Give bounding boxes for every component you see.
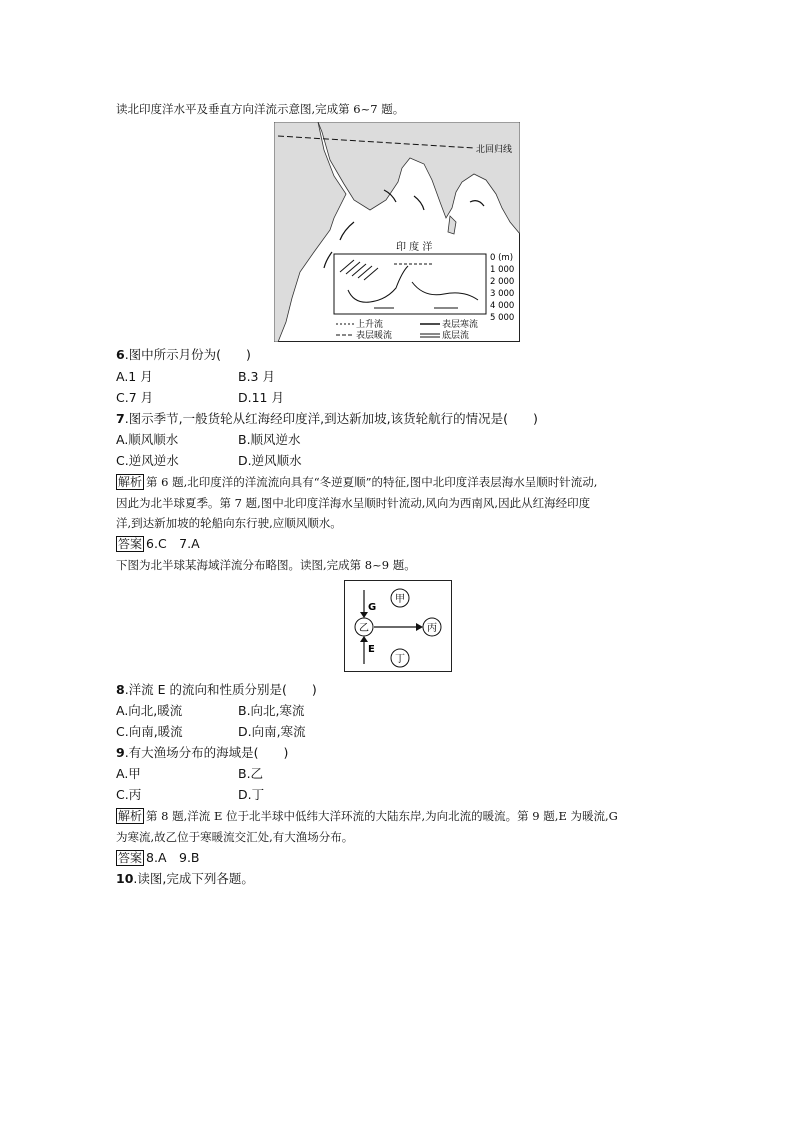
legend-upwelling: 上升流 xyxy=(356,320,384,330)
question-8 xyxy=(116,681,317,699)
question-8-number: 8 xyxy=(116,682,125,697)
q8-option-c: C.向南,暖流 xyxy=(116,724,183,739)
q7-option-c: C.逆风逆水 xyxy=(116,453,179,468)
depth-1000: 1 000 xyxy=(490,265,515,275)
depth-2000: 2 000 xyxy=(490,277,515,287)
intro-text-1: 读北印度洋水平及垂直方向洋流示意图,完成第 6~7 题。 xyxy=(116,102,405,116)
depth-0: 0 (m) xyxy=(490,253,514,263)
analysis-1-line-2: 因此为北半球夏季。第 7 题,图中北印度洋海水呈顺时针流动,风向为西南风,因此从红海经印度 xyxy=(116,496,591,510)
question-6-number: 6 xyxy=(116,347,125,362)
sea-area-schematic xyxy=(344,580,452,675)
label-jia: 甲 xyxy=(395,594,405,605)
legend-surface-cold: 表层寒流 xyxy=(442,320,479,330)
analysis-2-text-1: 第 8 题,洋流 E 位于北半球中低纬大洋环流的大陆东岸,为向北流的暖流。第 9 题,E 为暖流,G xyxy=(146,809,618,823)
question-10-number: 10 xyxy=(116,871,134,886)
answer-1-text: 6.C 7.A xyxy=(146,536,200,551)
analysis-tag-1: 解析 xyxy=(118,475,143,489)
depth-5000: 5 000 xyxy=(490,313,515,323)
analysis-2-line-1 xyxy=(116,807,618,825)
analysis-tag-2: 解析 xyxy=(118,809,143,823)
label-g: G xyxy=(368,602,377,613)
question-7 xyxy=(116,410,538,428)
question-8-text: .洋流 E 的流向和性质分别是( ) xyxy=(124,682,317,697)
depth-4000: 4 000 xyxy=(490,301,515,311)
question-7-number: 7 xyxy=(116,411,125,426)
q8-option-d: D.向南,寒流 xyxy=(238,724,306,739)
legend-bottom: 底层流 xyxy=(442,331,470,341)
analysis-1-text-1: 第 6 题,北印度洋的洋流流向具有“冬逆夏顺”的特征,图中北印度洋表层海水呈顺时针流动, xyxy=(146,475,598,489)
q7-option-a: A.顺风顺水 xyxy=(116,432,179,447)
question-10 xyxy=(116,870,254,888)
label-yi: 乙 xyxy=(359,623,369,634)
indian-ocean-map-svg xyxy=(274,122,520,342)
q9-option-c: C.丙 xyxy=(116,787,142,802)
question-7-text: .图示季节,一般货轮从红海经印度洋,到达新加坡,该货轮航行的情况是( ) xyxy=(124,411,538,426)
legend-surface-warm: 表层暖流 xyxy=(356,331,393,341)
q6-option-c: C.7 月 xyxy=(116,390,154,405)
answer-2 xyxy=(116,849,200,867)
q9-option-d: D.丁 xyxy=(238,787,265,802)
answer-tag-1: 答案 xyxy=(118,537,143,551)
analysis-1-line-3: 洋,到达新加坡的轮船向东行驶,应顺风顺水。 xyxy=(116,516,342,530)
sea-area-svg xyxy=(344,580,452,672)
q9-option-b: B.乙 xyxy=(238,766,264,781)
question-10-text: .读图,完成下列各题。 xyxy=(133,871,254,886)
question-9 xyxy=(116,744,288,762)
analysis-1-line-1 xyxy=(116,473,597,491)
analysis-2-line-2: 为寒流,故乙位于寒暖流交汇处,有大渔场分布。 xyxy=(116,830,354,844)
q7-option-d: D.逆风顺水 xyxy=(238,453,302,468)
question-9-number: 9 xyxy=(116,745,125,760)
q6-option-b: B.3 月 xyxy=(238,369,275,384)
answer-2-text: 8.A 9.B xyxy=(146,850,200,865)
label-e: E xyxy=(368,644,375,655)
question-9-text: .有大渔场分布的海域是( ) xyxy=(124,745,289,760)
q6-option-d: D.11 月 xyxy=(238,390,284,405)
tropic-label: 北回归线 xyxy=(476,145,513,155)
intro-text-2: 下图为北半球某海域洋流分布略图。读图,完成第 8~9 题。 xyxy=(116,558,416,572)
question-6-text: .图中所示月份为( ) xyxy=(124,347,251,362)
ocean-label: 印 度 洋 xyxy=(396,242,433,253)
label-ding: 丁 xyxy=(395,654,405,665)
q8-option-a: A.向北,暖流 xyxy=(116,703,183,718)
q6-option-a: A.1 月 xyxy=(116,369,153,384)
indian-ocean-current-map xyxy=(274,122,520,345)
label-bing: 丙 xyxy=(427,623,437,634)
answer-tag-2: 答案 xyxy=(118,851,143,865)
q9-option-a: A.甲 xyxy=(116,766,141,781)
question-6 xyxy=(116,346,251,364)
answer-1 xyxy=(116,535,200,553)
q8-option-b: B.向北,寒流 xyxy=(238,703,305,718)
q7-option-b: B.顺风逆水 xyxy=(238,432,301,447)
section-box xyxy=(334,254,486,314)
depth-3000: 3 000 xyxy=(490,289,515,299)
